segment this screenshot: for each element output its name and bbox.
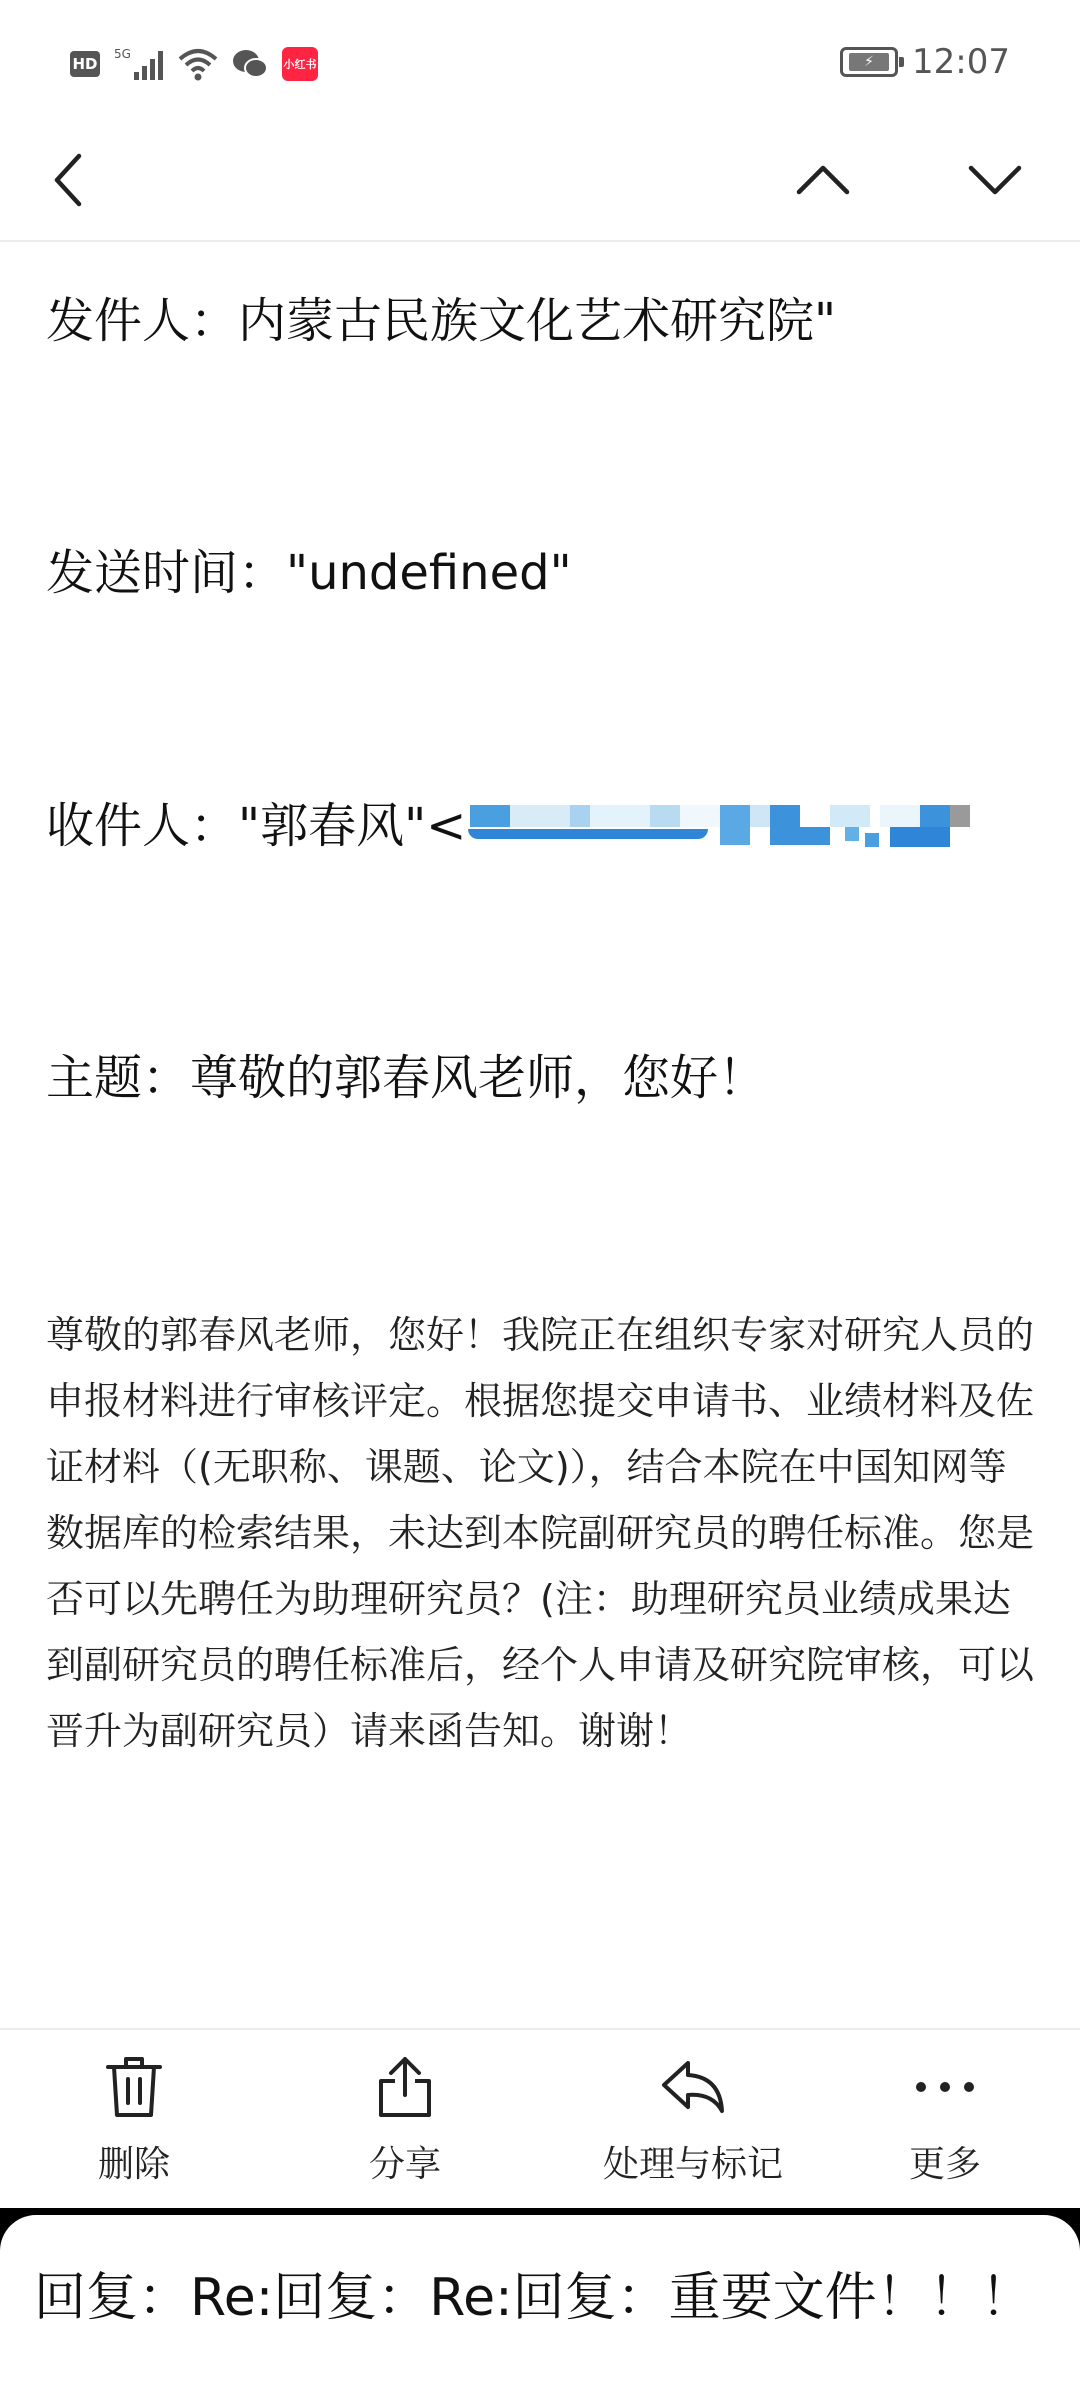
- delete-button[interactable]: [24, 2052, 244, 2202]
- nav-bar: [0, 130, 1080, 242]
- more-dots-icon: [910, 2052, 980, 2122]
- reply-sheet[interactable]: [0, 2215, 1080, 2388]
- process-and-mark-label: 处理与标记: [602, 2144, 783, 2185]
- status-bar: [0, 0, 1080, 130]
- back-button[interactable]: [24, 130, 114, 230]
- more-button[interactable]: [835, 2052, 1055, 2202]
- redacted-email-mosaic: [460, 799, 1000, 859]
- sender-line[interactable]: 发件人：内蒙古民族文化艺术研究院": [46, 293, 837, 349]
- xiaohongshu-icon: 小红书: [282, 47, 318, 81]
- recipient-label: 收件人："郭春风"<: [46, 798, 467, 854]
- process-and-mark-button[interactable]: [563, 2052, 823, 2202]
- share-button[interactable]: [295, 2052, 515, 2202]
- reply-sheet-title: 回复：Re:回复：Re:回复：重要文件！！！: [34, 2268, 1033, 2328]
- previous-mail-button[interactable]: [778, 130, 868, 230]
- network-type-label: 5G: [114, 47, 131, 61]
- hd-icon: HD: [70, 51, 100, 77]
- status-time: 12:07: [912, 42, 1010, 82]
- more-label: 更多: [908, 2144, 981, 2185]
- share-label: 分享: [368, 2144, 441, 2185]
- email-body: 尊敬的郭春风老师，您好！我院正在组织专家对研究人员的申报材料进行审核评定。根据您提交申请书、业绩材料及佐证材料（(无职称、课题、论文)），结合本院在中国知网等数据库的检索结果，未达到本院副研究员的聘任标准。您是否可以先聘任为助理研究员？(注：助理研究员业绩成果达到副研究员的聘任标准后，经个人申请及研究院审核，可以晋升为副研究员）请来函告知。谢谢！: [46, 1313, 1035, 1753]
- status-icons-right: [840, 42, 1010, 82]
- sent-time-line: 发送时间："undefined": [46, 545, 572, 601]
- status-icons-left: [70, 46, 318, 82]
- share-icon: [370, 2052, 440, 2122]
- trash-icon: [99, 2052, 169, 2122]
- wifi-icon: [178, 47, 218, 81]
- wechat-icon: [232, 48, 268, 80]
- signal-icon: [114, 46, 164, 82]
- bottom-action-bar: [0, 2028, 1080, 2208]
- recipient-line[interactable]: [46, 787, 1000, 859]
- reply-icon: [658, 2052, 728, 2122]
- chevron-down-icon: [967, 160, 1023, 200]
- delete-label: 删除: [97, 2144, 170, 2185]
- chevron-up-icon: [795, 160, 851, 200]
- subject-line: 主题：尊敬的郭春风老师，您好！: [46, 1050, 767, 1106]
- next-mail-button[interactable]: [950, 130, 1040, 230]
- chevron-left-icon: [49, 152, 89, 208]
- charging-icon: ⚡: [849, 53, 889, 71]
- battery-icon: [840, 47, 898, 77]
